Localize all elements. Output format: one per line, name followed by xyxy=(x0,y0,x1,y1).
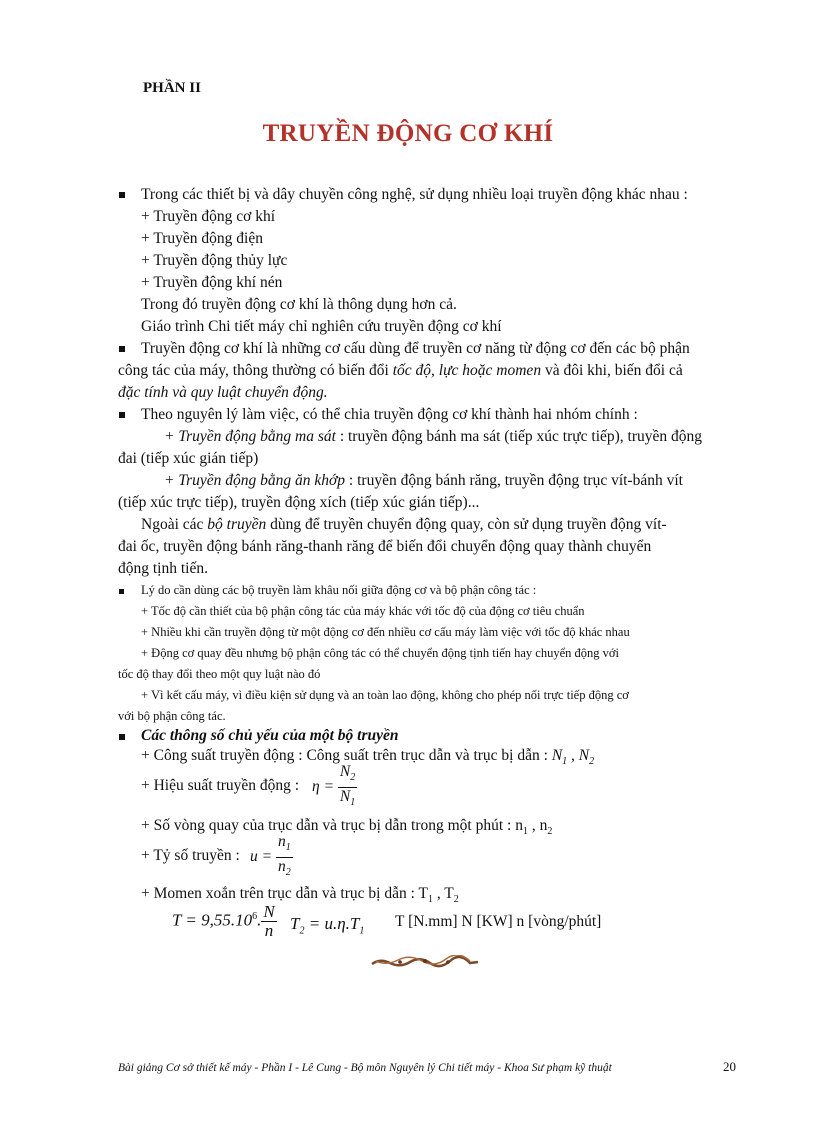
reason-item-cont: tốc độ thay đổi theo một quy luật nào đó xyxy=(118,667,321,681)
bullet-marker xyxy=(119,192,125,198)
list-item: + Truyền động điện xyxy=(141,230,263,247)
param-efficiency: + Hiệu suất truyền động : xyxy=(141,777,300,794)
section2-line2 xyxy=(118,360,683,382)
param-speed: + Số vòng quay của trục dẫn và trục bị dẫn trong một phút : $n_1$ , $n_2$ xyxy=(141,817,553,838)
formula-torque: $T = 9,55.10^6$. $\frac{N}{n}$ xyxy=(172,902,275,940)
reason-item-cont: với bộ phận công tác. xyxy=(118,709,226,723)
text-run: + Công suất truyền động : Công suất trên trục dẫn và trục bị dẫn : xyxy=(141,747,552,764)
section1-note1: Trong đó truyền động cơ khí là thông dụng hơn cả. xyxy=(141,296,457,313)
formula-text: T = 9,55.10 xyxy=(172,910,253,930)
text-run: + Momen xoắn trên trục dẫn và trục bị dẫn : T xyxy=(141,885,428,902)
ornament-divider-icon xyxy=(370,955,480,974)
page-number: 20 xyxy=(723,1059,736,1074)
formula-efficiency: η = $\frac{N_2}{N_1}$ xyxy=(312,763,356,809)
list-item: + Truyền động thủy lực xyxy=(141,252,288,269)
section3-paragraph-end: động tịnh tiến. xyxy=(118,560,208,577)
param-power xyxy=(141,745,594,773)
formula-ratio: u = $\frac{n_1}{n_2}$ xyxy=(250,833,291,879)
formula-torque2: $T_2 = u.\eta.T_1$ xyxy=(290,914,365,937)
list-item: + Truyền động cơ khí xyxy=(141,208,276,225)
param-torque: + Momen xoắn trên trục dẫn và trục bị dẫn : $T_1$ , $T_2$ xyxy=(141,885,459,906)
list-item: + Truyền động khí nén xyxy=(141,274,283,291)
section2-line3 xyxy=(118,382,328,404)
emphasis-text: tốc độ, lực hoặc momen xyxy=(392,362,542,379)
page-title: TRUYỀN ĐỘNG CƠ KHÍ xyxy=(262,120,554,147)
text-run: : truyền động bánh ma sát (tiếp xúc trực tiếp), truyền động xyxy=(335,428,703,445)
text-run: Ngoài các xyxy=(141,516,208,533)
section1-intro: Trong các thiết bị và dây chuyền công nghệ, sử dụng nhiều loại truyền động khác nhau : xyxy=(141,186,688,203)
section1-note2: Giáo trình Chi tiết máy chỉ nghiên cứu truyền động cơ khí xyxy=(141,318,502,335)
section3-intro: Theo nguyên lý làm việc, có thể chia truyền động cơ khí thành hai nhóm chính : xyxy=(141,406,638,423)
bullet-marker xyxy=(119,734,125,740)
text-run: + Số vòng quay của trục dẫn và trục bị dẫn trong một phút : n xyxy=(141,817,523,834)
reason-item: + Vì kết cấu máy, vì điều kiện sử dụng và an toàn lao động, không cho phép nối trực tiếp động cơ xyxy=(141,688,629,702)
formula-text: = u.η.T xyxy=(304,914,360,933)
emphasis-text: + Truyền động bằng ma sát xyxy=(164,428,336,445)
text-run: và đôi khi, biến đổi cả xyxy=(541,362,683,379)
formula-n1-n2: $N_1$ , $N_2$ xyxy=(551,747,595,768)
reason-item: + Nhiều khi cần truyền động từ một động cơ đến nhiều cơ cấu máy làm việc với tốc độ khác nhau xyxy=(141,625,630,639)
text-run: dùng để truyền chuyển động quay, còn sử dụng truyền động vít- xyxy=(266,516,667,533)
group-meshing xyxy=(164,470,683,492)
parameters-heading: Các thông số chủ yếu của một bộ truyền xyxy=(141,727,399,744)
emphasis-text: đặc tính và quy luật chuyển động. xyxy=(118,384,328,401)
group-meshing-cont: (tiếp xúc trực tiếp), truyền động xích (tiếp xúc gián tiếp)... xyxy=(118,494,480,511)
bullet-marker xyxy=(119,412,125,418)
formula-text: T xyxy=(290,914,300,933)
part-label: PHẦN II xyxy=(143,80,201,96)
bullet-marker xyxy=(119,346,125,352)
text-run: : truyền động bánh răng, truyền động trục vít-bánh vít xyxy=(345,472,683,489)
emphasis-text: + Truyền động bằng ăn khớp xyxy=(164,472,346,489)
group-friction-cont: đai (tiếp xúc gián tiếp) xyxy=(118,450,259,467)
units-line: T [N.mm] N [KW] n [vòng/phút] xyxy=(395,913,602,930)
bullet-marker xyxy=(119,589,124,594)
param-ratio: + Tỷ số truyền : xyxy=(141,847,240,864)
emphasis-text: bộ truyền xyxy=(207,516,267,533)
reason-item: + Tốc độ cần thiết của bộ phận công tác của máy khác với tốc độ của động cơ tiêu chuẩn xyxy=(141,604,585,618)
section3-paragraph-cont: đai ốc, truyền động bánh răng-thanh răng để biến đổi chuyển động quay thành chuyển xyxy=(118,538,652,555)
section4-intro: Lý do cần dùng các bộ truyền làm khâu nối giữa động cơ và bộ phận công tác : xyxy=(141,583,537,597)
text-run: công tác của máy, thông thường có biến đổi xyxy=(118,362,393,379)
reason-item: + Động cơ quay đều nhưng bộ phận công tác có thể chuyển động tịnh tiến hay chuyển động với xyxy=(141,646,619,660)
section2-line1: Truyền động cơ khí là những cơ cấu dùng để truyền cơ năng từ động cơ đến các bộ phận xyxy=(141,340,690,357)
section3-paragraph xyxy=(141,514,667,536)
page-footer: Bài giảng Cơ sở thiết kế máy - Phần I - Lê Cung - Bộ môn Nguyên lý Chi tiết máy - Khoa Sư phạm kỹ thuật xyxy=(118,1062,612,1074)
group-friction xyxy=(164,426,702,448)
